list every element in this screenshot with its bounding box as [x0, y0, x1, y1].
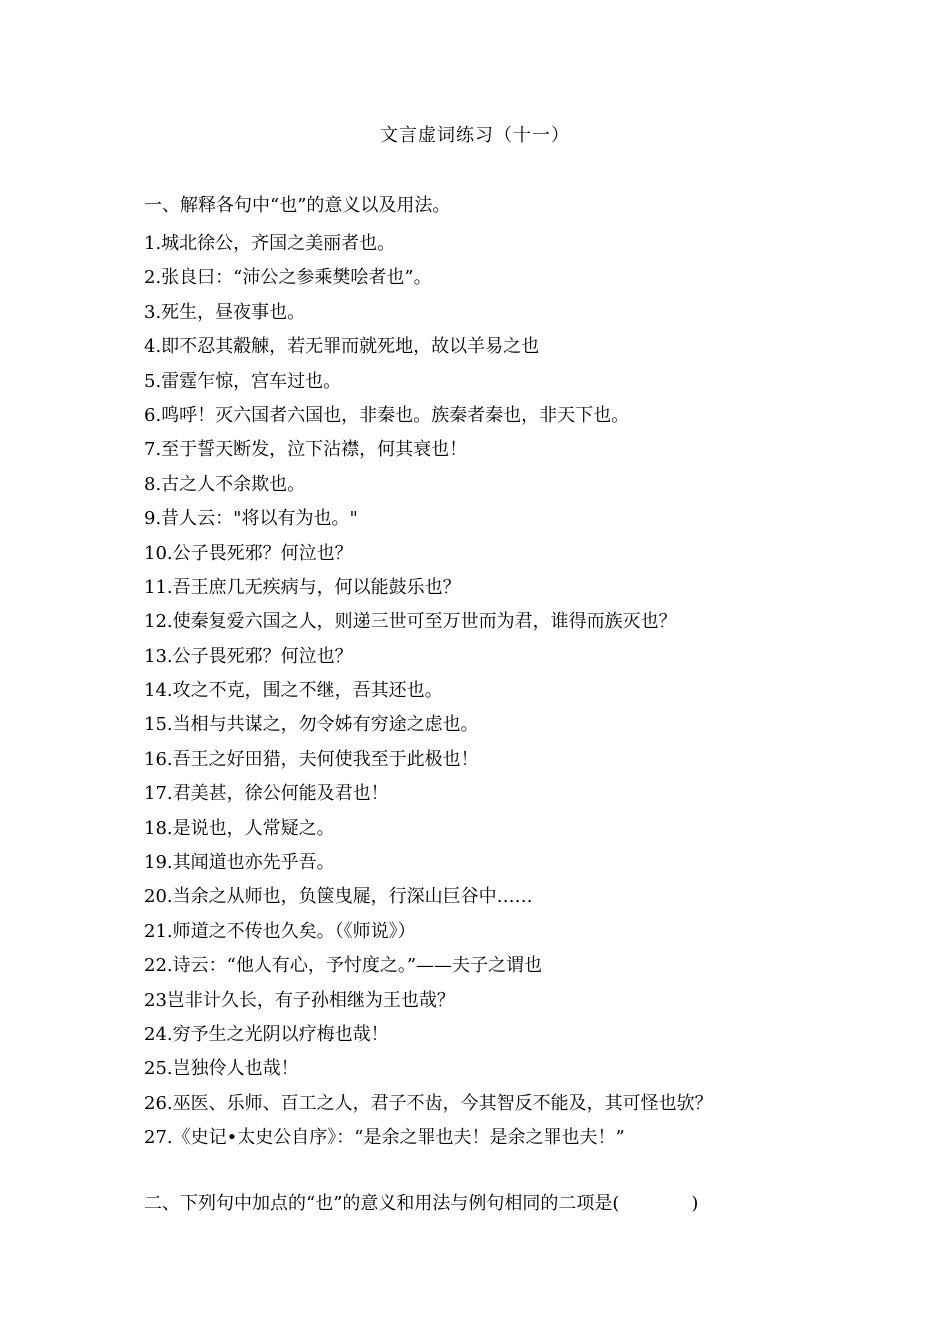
- list-item: 15.当相与共谋之，勿令姊有穷途之虑也。: [144, 714, 479, 736]
- list-item: 1.城北徐公，齐国之美丽者也。: [144, 233, 396, 254]
- list-item: 27.《史记•太史公自序》：“是余之罪也夫！是余之罪也夫！”: [144, 1127, 625, 1149]
- list-item: 9.昔人云："将以有为也。": [144, 508, 358, 530]
- exercise-list: [144, 227, 713, 1156]
- list-item: 6.鸣呼！灭六国者六国也，非秦也。族秦者秦也，非天下也。: [144, 404, 630, 426]
- list-item: 26.巫医、乐师、百工之人，君子不齿，今其智反不能及，其可怪也欤？: [144, 1092, 713, 1114]
- list-item: 11.吾王庶几无疾病与，何以能鼓乐也？: [144, 576, 461, 598]
- list-item: 2.张良曰：“沛公之参乘樊哙者也”。: [144, 267, 432, 289]
- list-item: 14.攻之不克，围之不继，吾其还也。: [144, 680, 443, 702]
- list-item: 17.君美甚，徐公何能及君也！: [144, 783, 389, 805]
- list-item: 10.公子畏死邪？何泣也？: [144, 542, 353, 564]
- document-title: 文言虚词练习（十一）: [380, 125, 570, 146]
- list-item: 22.诗云：“他人有心，予忖度之。”——夫子之谓也: [144, 955, 543, 977]
- section-1-heading: 一、解释各句中“也”的意义以及用法。: [144, 195, 451, 216]
- list-item: 12.使秦复爱六国之人，则递三世可至万世而为君，谁得而族灭也？: [144, 611, 677, 633]
- list-item: 24.穷予生之光阴以疗梅也哉！: [144, 1023, 389, 1045]
- list-item: 23岂非计久长，有子孙相继为王也哉？: [144, 989, 455, 1011]
- list-item: 8.古之人不余欺也。: [144, 473, 306, 495]
- list-item: 20.当余之从师也，负箧曳屣，行深山巨谷中……: [144, 886, 533, 908]
- list-item: 18.是说也，人常疑之。: [144, 817, 335, 839]
- list-item: 25.岂独伶人也哉！: [144, 1058, 299, 1080]
- list-item: 16.吾王之好田猎，夫何使我至于此极也！: [144, 748, 479, 770]
- list-item: 21.师道之不传也久矣。（《师说》）: [144, 920, 416, 942]
- list-item: 13.公子畏死邪？何泣也？: [144, 645, 353, 667]
- list-item: 5.雷霆乍惊，宫车过也。: [144, 370, 342, 392]
- list-item: 4.即不忍其觳觫，若无罪而就死地，故以羊易之也: [144, 336, 540, 358]
- section-2-heading: 二、下列句中加点的“也”的意义和用法与例句相同的二项是( ): [144, 1193, 699, 1214]
- list-item: 7.至于誓天断发，泣下沾襟，何其衰也！: [144, 439, 468, 461]
- list-item: 3.死生，昼夜事也。: [144, 301, 306, 323]
- list-item: 19.其闻道也亦先乎吾。: [144, 852, 335, 874]
